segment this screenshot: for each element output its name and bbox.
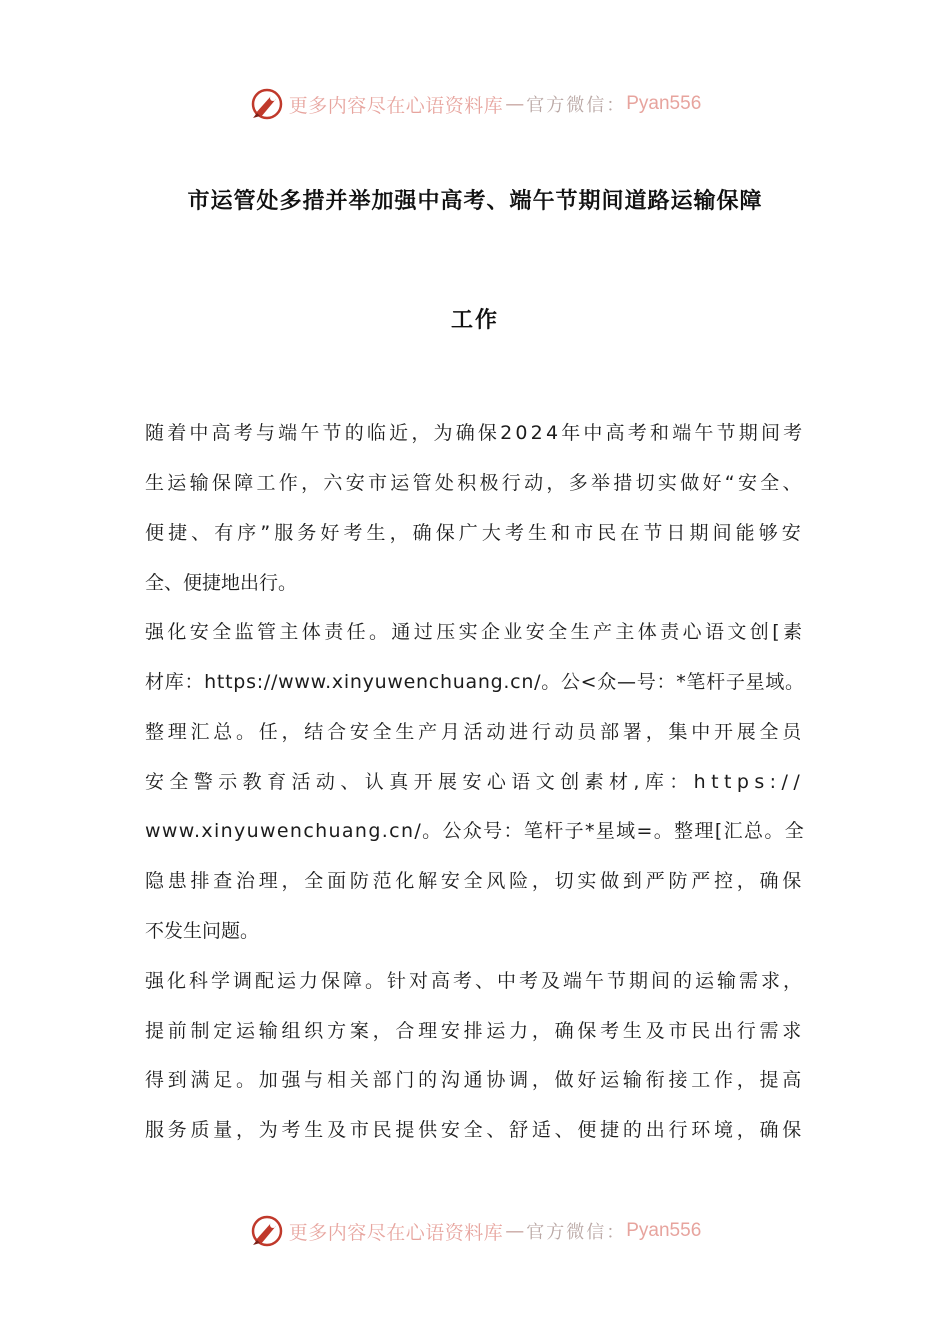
body-line: 得到满足。加强与相关部门的沟通协调，做好运输衔接工作，提高 bbox=[145, 1069, 806, 1091]
watermark-text: 更多内容尽在心语资料库 bbox=[288, 1221, 504, 1244]
watermark-contact: 官方微信： bbox=[526, 1222, 627, 1243]
document-title-line-2: 工作 bbox=[450, 308, 499, 333]
body-line: 服务质量，为考生及市民提供安全、舒适、便捷的出行环境，确保 bbox=[145, 1119, 806, 1141]
body-line: 不发生问题。 bbox=[145, 920, 260, 942]
watermark-id: Pyan556 bbox=[626, 93, 702, 114]
body-line: 随着中高考与端午节的临近，为确保2024年中高考和端午节期间考 bbox=[145, 422, 806, 444]
pen-logo-icon bbox=[249, 1213, 285, 1249]
body-line: 整理汇总。任，结合安全生产月活动进行动员部署，集中开展全员 bbox=[145, 721, 806, 743]
body-line: 材库：https://www.xinyuwenchuang.cn/。公<众—号：*笔杆子星域。 bbox=[145, 671, 805, 693]
watermark-banner-top bbox=[0, 84, 950, 124]
watermark-dash: — bbox=[505, 1220, 525, 1242]
body-line: 生运输保障工作，六安市运管处积极行动，多举措切实做好“安全、 bbox=[145, 472, 805, 494]
watermark-dash: — bbox=[505, 93, 525, 115]
body-line: 强化安全监管主体责任。通过压实企业安全生产主体责心语文创[素 bbox=[145, 621, 806, 643]
body-line: 强化科学调配运力保障。针对高考、中考及端午节期间的运输需求， bbox=[145, 970, 806, 992]
body-line: 安全警示教育活动、认真开展安心语文创素材,库：https:// bbox=[145, 771, 806, 793]
watermark-text: 更多内容尽在心语资料库 bbox=[288, 94, 504, 117]
watermark-contact: 官方微信： bbox=[526, 95, 627, 116]
body-line: 全、便捷地出行。 bbox=[145, 572, 298, 594]
watermark-banner-bottom bbox=[0, 1211, 950, 1251]
watermark-id: Pyan556 bbox=[626, 1220, 702, 1241]
body-line: www.xinyuwenchuang.cn/。公众号：笔杆子*星域=。整理[汇总。全 bbox=[145, 820, 806, 842]
document-title-line-1: 市运管处多措并举加强中高考、端午节期间道路运输保障 bbox=[187, 189, 763, 214]
pen-logo-icon bbox=[249, 86, 285, 122]
body-line: 便捷、有序”服务好考生，确保广大考生和市民在节日期间能够安 bbox=[145, 522, 805, 544]
body-line: 隐患排查治理，全面防范化解安全风险，切实做到严防严控，确保 bbox=[145, 870, 806, 892]
body-line: 提前制定运输组织方案，合理安排运力，确保考生及市民出行需求 bbox=[145, 1020, 806, 1042]
